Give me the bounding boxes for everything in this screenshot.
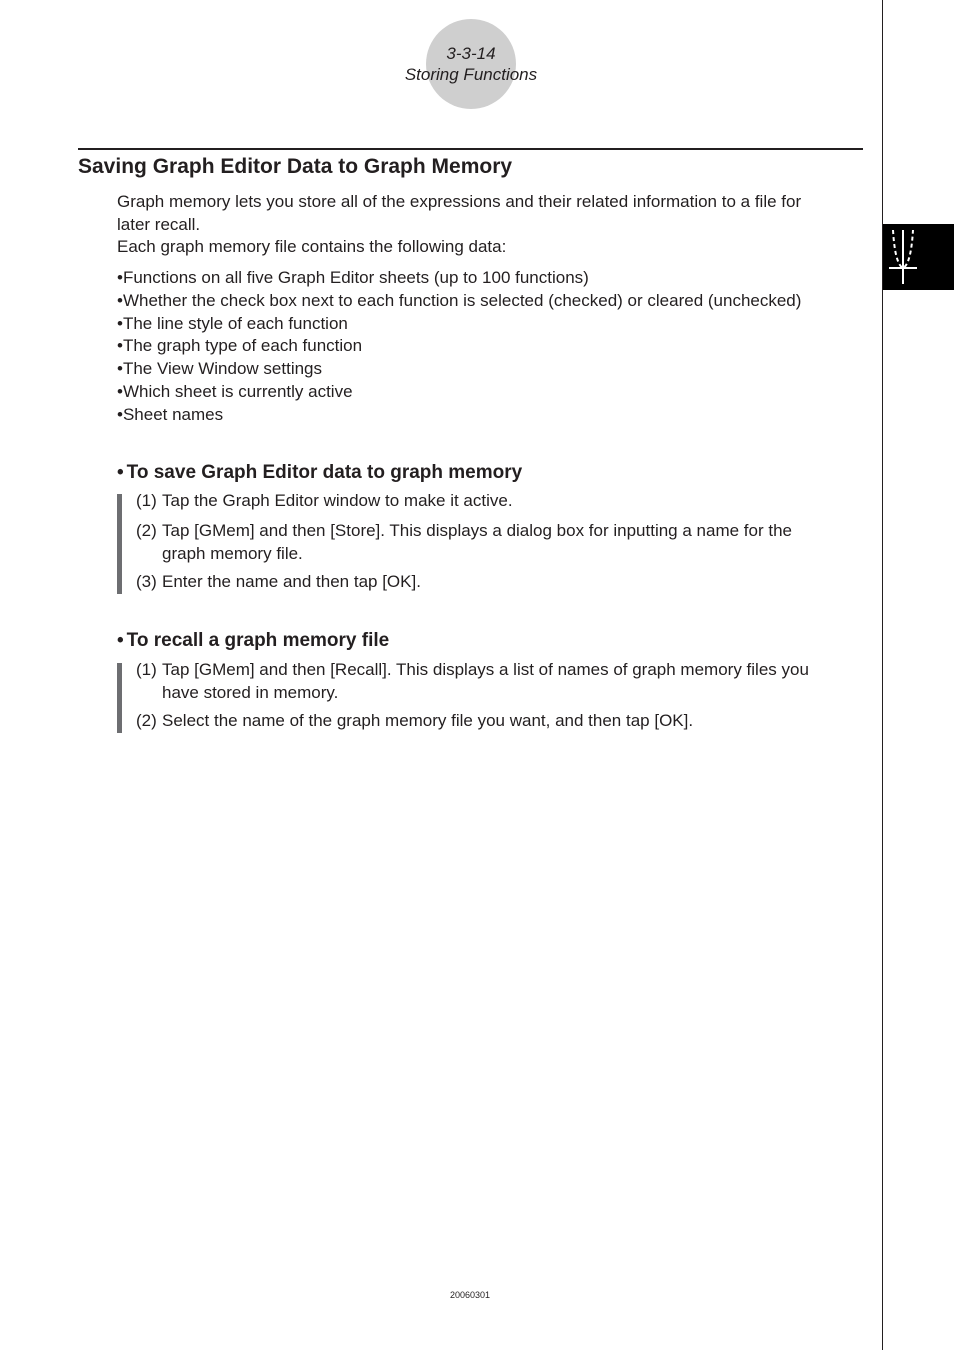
step-number: (1) (136, 660, 157, 679)
step-number: (2) (136, 521, 157, 540)
recall-procedure-title: • To recall a graph memory file (117, 630, 389, 652)
section-top-rule (78, 148, 863, 150)
list-item: • The graph type of each function (117, 335, 801, 358)
save-step-2 (136, 520, 861, 565)
step-text: Enter the name and then tap [OK]. (162, 572, 421, 591)
page-section-name: Storing Functions (404, 65, 538, 84)
save-step-1 (136, 490, 861, 513)
intro-line-3: Each graph memory file contains the following data: (117, 237, 507, 256)
intro-line-2: later recall. (117, 215, 201, 234)
list-item: • Functions on all five Graph Editor sheets (up to 100 functions) (117, 267, 801, 290)
list-item: • The View Window settings (117, 358, 801, 381)
step-bar (117, 663, 122, 733)
step-text: Tap the Graph Editor window to make it active. (162, 491, 513, 510)
list-item: • Sheet names (117, 404, 801, 427)
memory-contents-list (117, 267, 801, 427)
chapter-tab (883, 224, 954, 290)
step-number: (2) (136, 711, 157, 730)
section-title: Saving Graph Editor Data to Graph Memory (78, 155, 513, 178)
list-item: • Which sheet is currently active (117, 381, 801, 404)
save-step-3 (136, 571, 861, 594)
list-item: • The line style of each function (117, 313, 801, 336)
graph-icon (883, 224, 954, 290)
step-number: (3) (136, 572, 157, 591)
step-text: Tap [GMem] and then [Recall]. This displays a list of names of graph memory files you have stored in memory. (162, 660, 809, 702)
recall-step-2 (136, 710, 861, 733)
step-bar (117, 494, 122, 594)
list-item: • Whether the check box next to each function is selected (checked) or cleared (unchecked) (117, 290, 801, 313)
page-header-circle (426, 19, 516, 109)
step-number: (1) (136, 491, 157, 510)
intro-line-1: Graph memory lets you store all of the expressions and their related information to a file for (117, 192, 802, 211)
footer-code: 20060301 (449, 1290, 491, 1300)
step-text: Tap [GMem] and then [Store]. This displays a dialog box for inputting a name for the graph memory file. (162, 521, 792, 563)
step-text: Select the name of the graph memory file you want, and then tap [OK]. (162, 711, 694, 730)
page-number: 3-3-14 (446, 44, 496, 63)
recall-step-1 (136, 659, 861, 704)
save-procedure-title: • To save Graph Editor data to graph memory (117, 462, 522, 484)
right-margin-rule (882, 0, 883, 1350)
